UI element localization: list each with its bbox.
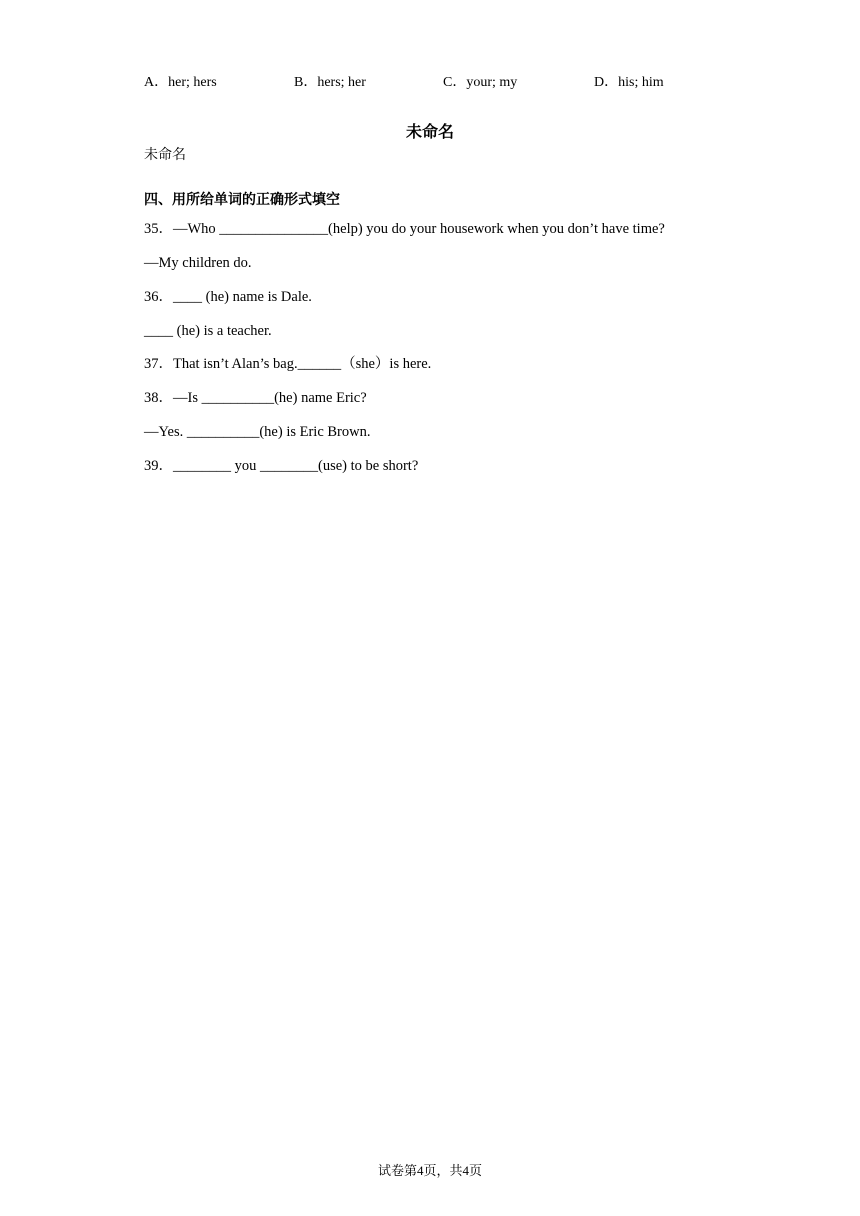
question-36: 36．____ (he) name is Dale. (144, 289, 312, 305)
question-36-line-2: ____ (he) is a teacher. (144, 323, 272, 339)
page-footer: 试卷第4页，共4页 (377, 1163, 482, 1178)
option-a: A．her; hers (144, 75, 217, 90)
section-title: 未命名 (405, 122, 454, 141)
question-38: 38．—Is __________(he) name Eric? (144, 390, 367, 406)
question-37: 37．That isn’t Alan’s bag.______（she）is here. (144, 356, 432, 372)
question-35: 35．—Who _______________(help) you do your housework when you don’t have time? (144, 221, 665, 237)
option-c: C．your; my (443, 75, 518, 90)
question-38-answer: —Yes. __________(he) is Eric Brown. (144, 424, 371, 440)
option-d: D．his; him (594, 75, 664, 90)
part-heading: 四、用所给单词的正确形式填空 (144, 192, 340, 208)
section-subtitle: 未命名 (144, 147, 186, 163)
answer-options-row (144, 72, 744, 94)
question-39: 39．________ you ________(use) to be short? (144, 458, 419, 474)
question-35-answer: —My children do. (144, 255, 252, 271)
option-b: B．hers; her (294, 75, 366, 90)
